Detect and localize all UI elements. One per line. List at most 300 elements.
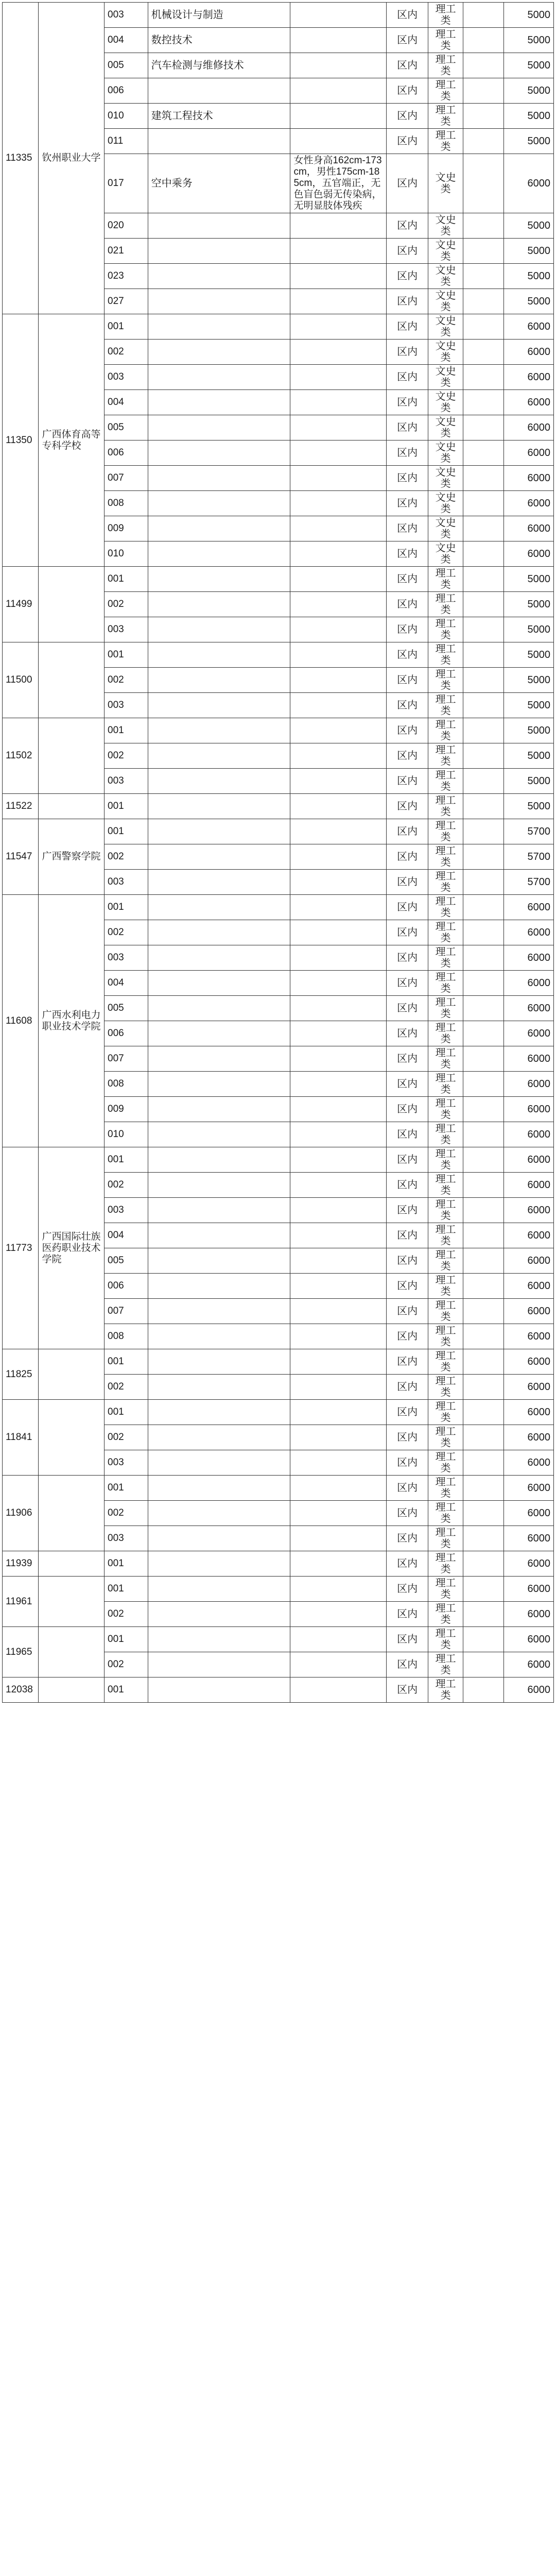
remark-cell — [290, 1551, 387, 1577]
region-cell: 区内 — [387, 541, 428, 567]
remark-cell — [290, 693, 387, 718]
school-name-cell — [39, 794, 105, 819]
remark-cell — [290, 390, 387, 415]
subject-requirement-cell — [463, 1602, 504, 1627]
remark-cell — [290, 415, 387, 440]
major-name-cell — [148, 870, 290, 895]
subject-requirement-cell — [463, 567, 504, 592]
major-name-cell — [148, 567, 290, 592]
subject-requirement-cell — [463, 1551, 504, 1577]
subject-type-cell: 理工类 — [428, 819, 463, 844]
remark-cell — [290, 1450, 387, 1476]
remark-cell — [290, 1147, 387, 1173]
region-cell: 区内 — [387, 213, 428, 239]
subject-requirement-cell — [463, 1072, 504, 1097]
school-code-cell: 11500 — [3, 642, 39, 718]
subject-type-cell: 理工类 — [428, 1450, 463, 1476]
tuition-fee-cell: 5000 — [503, 289, 553, 314]
region-cell: 区内 — [387, 53, 428, 78]
tuition-fee-cell: 5000 — [503, 239, 553, 264]
school-code-cell: 11906 — [3, 1476, 39, 1551]
tuition-fee-cell: 6000 — [503, 1627, 553, 1652]
major-name-cell — [148, 1551, 290, 1577]
remark-cell — [290, 1652, 387, 1677]
subject-type-cell: 理工类 — [428, 668, 463, 693]
tuition-fee-cell: 5000 — [503, 53, 553, 78]
major-code-cell: 001 — [105, 567, 148, 592]
remark-cell — [290, 78, 387, 104]
major-code-cell: 003 — [105, 365, 148, 390]
major-name-cell — [148, 844, 290, 870]
subject-requirement-cell — [463, 1324, 504, 1349]
school-code-cell: 11547 — [3, 819, 39, 895]
major-code-cell: 027 — [105, 289, 148, 314]
subject-type-cell: 理工类 — [428, 870, 463, 895]
region-cell: 区内 — [387, 718, 428, 743]
subject-type-cell: 理工类 — [428, 920, 463, 945]
region-cell: 区内 — [387, 945, 428, 971]
subject-requirement-cell — [463, 794, 504, 819]
subject-requirement-cell — [463, 365, 504, 390]
remark-cell — [290, 870, 387, 895]
major-name-cell — [148, 213, 290, 239]
region-cell: 区内 — [387, 415, 428, 440]
table-row — [3, 1551, 554, 1577]
tuition-fee-cell: 5000 — [503, 743, 553, 769]
major-name-cell — [148, 1173, 290, 1198]
major-code-cell: 007 — [105, 466, 148, 491]
region-cell: 区内 — [387, 844, 428, 870]
major-name-cell — [148, 239, 290, 264]
major-code-cell: 001 — [105, 1577, 148, 1602]
subject-type-cell: 文史类 — [428, 390, 463, 415]
subject-type-cell: 文史类 — [428, 264, 463, 289]
region-cell: 区内 — [387, 78, 428, 104]
subject-requirement-cell — [463, 440, 504, 466]
school-name-cell: 广西国际壮族医药职业技术学院 — [39, 1147, 105, 1349]
region-cell: 区内 — [387, 1223, 428, 1248]
major-code-cell: 002 — [105, 1501, 148, 1526]
remark-cell — [290, 239, 387, 264]
tuition-fee-cell: 6000 — [503, 1198, 553, 1223]
table-row — [3, 819, 554, 844]
major-name-cell — [148, 1147, 290, 1173]
major-name-cell — [148, 289, 290, 314]
tuition-fee-cell: 5700 — [503, 819, 553, 844]
tuition-fee-cell: 6000 — [503, 920, 553, 945]
subject-requirement-cell — [463, 743, 504, 769]
remark-cell — [290, 340, 387, 365]
major-code-cell: 002 — [105, 340, 148, 365]
region-cell: 区内 — [387, 154, 428, 213]
subject-type-cell: 文史类 — [428, 289, 463, 314]
major-code-cell: 001 — [105, 895, 148, 920]
region-cell: 区内 — [387, 516, 428, 541]
major-name-cell — [148, 1652, 290, 1677]
subject-requirement-cell — [463, 996, 504, 1021]
subject-type-cell: 文史类 — [428, 415, 463, 440]
tuition-fee-cell: 6000 — [503, 1223, 553, 1248]
region-cell: 区内 — [387, 1072, 428, 1097]
tuition-fee-cell: 5000 — [503, 693, 553, 718]
subject-requirement-cell — [463, 28, 504, 53]
school-code-cell: 11825 — [3, 1349, 39, 1400]
remark-cell — [290, 1677, 387, 1703]
subject-requirement-cell — [463, 390, 504, 415]
major-name-cell — [148, 1349, 290, 1375]
tuition-fee-cell: 6000 — [503, 1122, 553, 1147]
subject-requirement-cell — [463, 1248, 504, 1274]
major-code-cell: 001 — [105, 1400, 148, 1425]
major-name-cell — [148, 466, 290, 491]
remark-cell — [290, 129, 387, 154]
remark-cell — [290, 1400, 387, 1425]
subject-type-cell: 理工类 — [428, 718, 463, 743]
major-name-cell: 数控技术 — [148, 28, 290, 53]
tuition-fee-cell: 5000 — [503, 592, 553, 617]
major-name-cell — [148, 78, 290, 104]
tuition-fee-cell: 6000 — [503, 1476, 553, 1501]
subject-type-cell: 理工类 — [428, 129, 463, 154]
subject-requirement-cell — [463, 819, 504, 844]
tuition-fee-cell: 5000 — [503, 718, 553, 743]
table-row — [3, 1476, 554, 1501]
major-name-cell — [148, 769, 290, 794]
tuition-fee-cell: 6000 — [503, 1602, 553, 1627]
subject-type-cell: 理工类 — [428, 1375, 463, 1400]
region-cell: 区内 — [387, 1274, 428, 1299]
school-name-cell — [39, 1577, 105, 1627]
remark-cell — [290, 1349, 387, 1375]
remark-cell — [290, 1577, 387, 1602]
tuition-fee-cell: 5000 — [503, 668, 553, 693]
region-cell: 区内 — [387, 1627, 428, 1652]
remark-cell — [290, 466, 387, 491]
subject-type-cell: 理工类 — [428, 1274, 463, 1299]
subject-requirement-cell — [463, 870, 504, 895]
subject-requirement-cell — [463, 945, 504, 971]
major-code-cell: 002 — [105, 1375, 148, 1400]
subject-requirement-cell — [463, 1577, 504, 1602]
subject-requirement-cell — [463, 1274, 504, 1299]
school-code-cell: 12038 — [3, 1677, 39, 1703]
remark-cell — [290, 1173, 387, 1198]
tuition-fee-cell: 6000 — [503, 1577, 553, 1602]
subject-type-cell: 理工类 — [428, 1476, 463, 1501]
subject-requirement-cell — [463, 718, 504, 743]
major-code-cell: 002 — [105, 1652, 148, 1677]
region-cell: 区内 — [387, 1299, 428, 1324]
major-code-cell: 001 — [105, 1147, 148, 1173]
major-name-cell — [148, 693, 290, 718]
subject-type-cell: 理工类 — [428, 1627, 463, 1652]
region-cell: 区内 — [387, 1173, 428, 1198]
major-code-cell: 011 — [105, 129, 148, 154]
tuition-fee-cell: 5000 — [503, 769, 553, 794]
major-code-cell: 004 — [105, 971, 148, 996]
major-code-cell: 006 — [105, 440, 148, 466]
remark-cell — [290, 1198, 387, 1223]
subject-requirement-cell — [463, 1476, 504, 1501]
region-cell: 区内 — [387, 1122, 428, 1147]
region-cell: 区内 — [387, 129, 428, 154]
major-name-cell — [148, 819, 290, 844]
subject-type-cell: 文史类 — [428, 314, 463, 340]
major-code-cell: 001 — [105, 1551, 148, 1577]
remark-cell — [290, 1046, 387, 1072]
major-code-cell: 007 — [105, 1299, 148, 1324]
school-name-cell — [39, 1677, 105, 1703]
subject-type-cell: 文史类 — [428, 466, 463, 491]
major-code-cell: 003 — [105, 769, 148, 794]
tuition-fee-cell: 5000 — [503, 264, 553, 289]
major-code-cell: 008 — [105, 491, 148, 516]
region-cell: 区内 — [387, 592, 428, 617]
subject-requirement-cell — [463, 1425, 504, 1450]
subject-requirement-cell — [463, 895, 504, 920]
region-cell: 区内 — [387, 1400, 428, 1425]
remark-cell — [290, 1501, 387, 1526]
remark-cell — [290, 844, 387, 870]
subject-type-cell: 理工类 — [428, 1551, 463, 1577]
major-code-cell: 002 — [105, 1173, 148, 1198]
subject-requirement-cell — [463, 466, 504, 491]
tuition-fee-cell: 6000 — [503, 365, 553, 390]
remark-cell — [290, 1274, 387, 1299]
region-cell: 区内 — [387, 1602, 428, 1627]
subject-requirement-cell — [463, 1400, 504, 1425]
tuition-fee-cell: 6000 — [503, 1349, 553, 1375]
subject-requirement-cell — [463, 769, 504, 794]
remark-cell — [290, 1476, 387, 1501]
tuition-fee-cell: 6000 — [503, 1450, 553, 1476]
school-code-cell: 11335 — [3, 3, 39, 314]
region-cell: 区内 — [387, 289, 428, 314]
tuition-fee-cell: 6000 — [503, 1551, 553, 1577]
school-code-cell: 11502 — [3, 718, 39, 794]
major-name-cell — [148, 794, 290, 819]
major-name-cell — [148, 1501, 290, 1526]
remark-cell — [290, 1299, 387, 1324]
major-name-cell — [148, 1072, 290, 1097]
subject-requirement-cell — [463, 541, 504, 567]
major-name-cell — [148, 340, 290, 365]
school-code-cell: 11961 — [3, 1577, 39, 1627]
subject-type-cell: 理工类 — [428, 1577, 463, 1602]
subject-type-cell: 理工类 — [428, 895, 463, 920]
subject-type-cell: 理工类 — [428, 1425, 463, 1450]
subject-type-cell: 理工类 — [428, 769, 463, 794]
remark-cell — [290, 920, 387, 945]
tuition-fee-cell: 6000 — [503, 1021, 553, 1046]
region-cell: 区内 — [387, 1476, 428, 1501]
remark-cell — [290, 1223, 387, 1248]
subject-requirement-cell — [463, 668, 504, 693]
tuition-fee-cell: 6000 — [503, 1147, 553, 1173]
remark-cell — [290, 1526, 387, 1551]
region-cell: 区内 — [387, 1652, 428, 1677]
tuition-fee-cell: 5700 — [503, 844, 553, 870]
school-name-cell: 钦州职业大学 — [39, 3, 105, 314]
region-cell: 区内 — [387, 314, 428, 340]
tuition-fee-cell: 6000 — [503, 895, 553, 920]
region-cell: 区内 — [387, 1324, 428, 1349]
remark-cell — [290, 365, 387, 390]
tuition-fee-cell: 6000 — [503, 415, 553, 440]
tuition-fee-cell: 6000 — [503, 541, 553, 567]
tuition-fee-cell: 6000 — [503, 154, 553, 213]
major-name-cell — [148, 1046, 290, 1072]
major-code-cell: 006 — [105, 1274, 148, 1299]
remark-cell — [290, 592, 387, 617]
major-name-cell — [148, 1526, 290, 1551]
tuition-fee-cell: 6000 — [503, 1425, 553, 1450]
major-name-cell — [148, 1274, 290, 1299]
tuition-fee-cell: 5000 — [503, 213, 553, 239]
remark-cell — [290, 1425, 387, 1450]
table-row — [3, 1349, 554, 1375]
region-cell: 区内 — [387, 769, 428, 794]
major-name-cell — [148, 1299, 290, 1324]
remark-cell — [290, 1021, 387, 1046]
subject-type-cell: 理工类 — [428, 1147, 463, 1173]
remark-cell — [290, 996, 387, 1021]
subject-requirement-cell — [463, 1526, 504, 1551]
major-name-cell — [148, 1577, 290, 1602]
subject-type-cell: 理工类 — [428, 1652, 463, 1677]
subject-type-cell: 文史类 — [428, 365, 463, 390]
subject-type-cell: 理工类 — [428, 1097, 463, 1122]
admission-plan-document — [0, 2, 556, 1703]
tuition-fee-cell: 5000 — [503, 567, 553, 592]
major-code-cell: 010 — [105, 541, 148, 567]
region-cell: 区内 — [387, 390, 428, 415]
subject-requirement-cell — [463, 1349, 504, 1375]
region-cell: 区内 — [387, 1349, 428, 1375]
tuition-fee-cell: 6000 — [503, 1375, 553, 1400]
region-cell: 区内 — [387, 28, 428, 53]
remark-cell — [290, 642, 387, 668]
subject-type-cell: 理工类 — [428, 3, 463, 28]
tuition-fee-cell: 6000 — [503, 945, 553, 971]
major-code-cell: 003 — [105, 3, 148, 28]
school-name-cell — [39, 567, 105, 642]
subject-requirement-cell — [463, 1677, 504, 1703]
major-name-cell: 建筑工程技术 — [148, 104, 290, 129]
remark-cell — [290, 1097, 387, 1122]
subject-requirement-cell — [463, 617, 504, 642]
tuition-fee-cell: 6000 — [503, 516, 553, 541]
region-cell: 区内 — [387, 794, 428, 819]
subject-requirement-cell — [463, 1223, 504, 1248]
subject-requirement-cell — [463, 415, 504, 440]
tuition-fee-cell: 5000 — [503, 617, 553, 642]
remark-cell — [290, 971, 387, 996]
region-cell: 区内 — [387, 3, 428, 28]
major-code-cell: 009 — [105, 1097, 148, 1122]
table-row — [3, 794, 554, 819]
major-code-cell: 017 — [105, 154, 148, 213]
remark-cell: 女性身高162cm-173cm，男性175cm-185cm，五官端正，无色盲色弱无传染病，无明显肢体残疾 — [290, 154, 387, 213]
major-name-cell — [148, 895, 290, 920]
subject-type-cell: 理工类 — [428, 971, 463, 996]
tuition-fee-cell: 6000 — [503, 1046, 553, 1072]
subject-type-cell: 文史类 — [428, 340, 463, 365]
major-code-cell: 005 — [105, 996, 148, 1021]
subject-requirement-cell — [463, 239, 504, 264]
region-cell: 区内 — [387, 819, 428, 844]
major-code-cell: 007 — [105, 1046, 148, 1072]
region-cell: 区内 — [387, 567, 428, 592]
subject-requirement-cell — [463, 1501, 504, 1526]
tuition-fee-cell: 6000 — [503, 1501, 553, 1526]
region-cell: 区内 — [387, 743, 428, 769]
tuition-fee-cell: 5000 — [503, 3, 553, 28]
major-code-cell: 003 — [105, 1450, 148, 1476]
subject-type-cell: 文史类 — [428, 491, 463, 516]
subject-requirement-cell — [463, 1450, 504, 1476]
school-name-cell — [39, 1476, 105, 1551]
tuition-fee-cell: 6000 — [503, 1400, 553, 1425]
region-cell: 区内 — [387, 104, 428, 129]
major-name-cell — [148, 516, 290, 541]
school-name-cell — [39, 1627, 105, 1677]
region-cell: 区内 — [387, 440, 428, 466]
remark-cell — [290, 794, 387, 819]
remark-cell — [290, 53, 387, 78]
subject-type-cell: 理工类 — [428, 1122, 463, 1147]
remark-cell — [290, 718, 387, 743]
region-cell: 区内 — [387, 870, 428, 895]
subject-requirement-cell — [463, 1147, 504, 1173]
remark-cell — [290, 491, 387, 516]
subject-type-cell: 理工类 — [428, 1046, 463, 1072]
tuition-fee-cell: 6000 — [503, 1324, 553, 1349]
table-row — [3, 1577, 554, 1602]
major-name-cell — [148, 1198, 290, 1223]
remark-cell — [290, 668, 387, 693]
major-code-cell: 006 — [105, 1021, 148, 1046]
region-cell: 区内 — [387, 1450, 428, 1476]
school-code-cell: 11939 — [3, 1551, 39, 1577]
subject-requirement-cell — [463, 1122, 504, 1147]
tuition-fee-cell: 6000 — [503, 1274, 553, 1299]
subject-type-cell: 理工类 — [428, 1299, 463, 1324]
region-cell: 区内 — [387, 365, 428, 390]
subject-type-cell: 理工类 — [428, 1324, 463, 1349]
remark-cell — [290, 314, 387, 340]
major-code-cell: 003 — [105, 693, 148, 718]
subject-requirement-cell — [463, 129, 504, 154]
subject-requirement-cell — [463, 516, 504, 541]
subject-requirement-cell — [463, 264, 504, 289]
tuition-fee-cell: 6000 — [503, 1248, 553, 1274]
subject-type-cell: 理工类 — [428, 743, 463, 769]
major-name-cell — [148, 592, 290, 617]
major-code-cell: 004 — [105, 28, 148, 53]
region-cell: 区内 — [387, 1147, 428, 1173]
admission-plan-table — [2, 2, 554, 1703]
tuition-fee-cell: 5000 — [503, 129, 553, 154]
school-name-cell: 广西体育高等专科学校 — [39, 314, 105, 567]
remark-cell — [290, 264, 387, 289]
remark-cell — [290, 1248, 387, 1274]
major-code-cell: 002 — [105, 1425, 148, 1450]
region-cell: 区内 — [387, 1425, 428, 1450]
remark-cell — [290, 1072, 387, 1097]
major-name-cell — [148, 743, 290, 769]
subject-requirement-cell — [463, 53, 504, 78]
